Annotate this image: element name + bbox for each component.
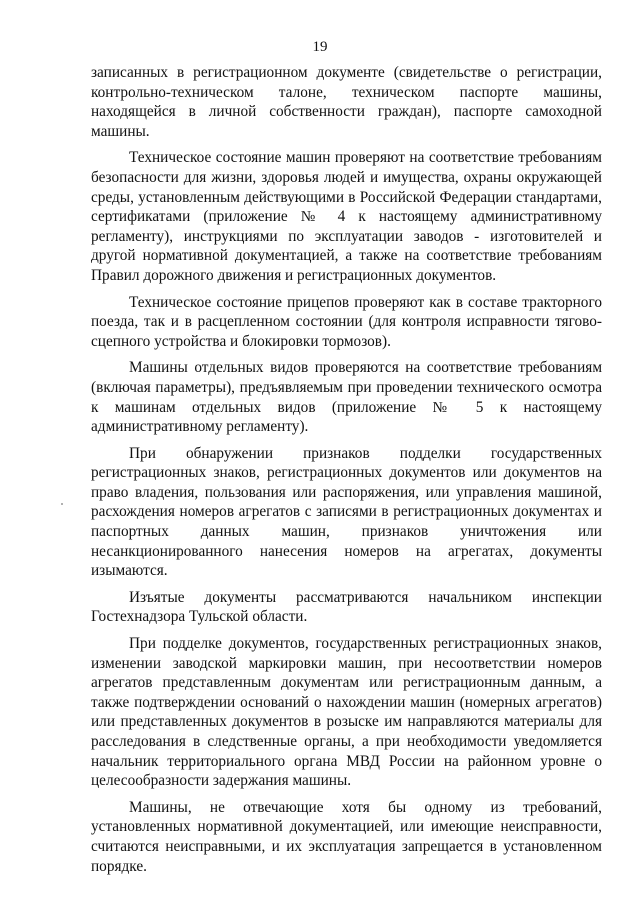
paragraph-trailers: Техническое состояние прицепов проверяют как в составе тракторного поезда, так и в расцепленном состоянии (для контроля исправности тягово-сцепного устройства и блокировки тормозов). <box>91 293 602 350</box>
paragraph-continuation: записанных в регистрационном документе (свидетельстве о регистрации, контрольно-техническом талоне, техническом паспорте машины, находящейся в личной собственности граждан), паспорте самоходной машины. <box>91 64 602 140</box>
paragraph-faulty-machines: Машины, не отвечающие хотя бы одному из требований, установленных нормативной документацией, или имеющие неисправности, считаются неисправными, и их эксплуатация запрещается в установленном порядке. <box>91 798 602 875</box>
margin-speck <box>61 503 63 505</box>
paragraph-seized-documents: Изъятые документы рассматриваются начальником инспекции Гостехнадзора Тульской области. <box>91 588 602 626</box>
paragraph-investigation: При подделке документов, государственных регистрационных знаков, изменении заводской маркировки машин, при несоответствии номеров агрегатов представленным документам или регистрационным данным, а также подтверждении оснований о нахождении машин (номерных агрегатов) или представленных документов в розыске им направляются материалы для расследования в следственные органы, а при необходимости уведомляется начальник территориального органа МВД России на районном уровне о целесообразности задержания машины. <box>91 635 602 790</box>
paragraph-special-machines: Машины отдельных видов проверяются на соответствие требованиям (включая параметры), предъявляемым при проведении технического осмотра к машинам отдельных видов (приложение № 5 к настоящему административному регламенту). <box>91 359 602 436</box>
paragraph-technical-condition: Техническое состояние машин проверяют на соответствие требованиям безопасности для жизни, здоровья людей и имущества, охраны окружающей среды, установленным действующими в Российской Федерации стандартами, сертификатами (приложение № 4 к настоящему административному регламенту), инструкциями по эксплуатации заводов - изготовителей и другой нормативной документацией, а также на соответствие требованиям Правил дорожного движения и регистрационных документов. <box>91 149 602 284</box>
paragraph-forgery-detection: При обнаружении признаков подделки государственных регистрационных знаков, регистрационных документов или документов на право владения, пользования или распоряжения, или управления машиной, расхождения номеров агрегатов с записями в регистрационных документах и паспортных данных машин, признаков уничтожения или несанкционированного нанесения номеров на агрегатах, документы изымаются. <box>91 444 602 580</box>
document-body <box>91 63 602 883</box>
page-number: 19 <box>312 39 328 55</box>
